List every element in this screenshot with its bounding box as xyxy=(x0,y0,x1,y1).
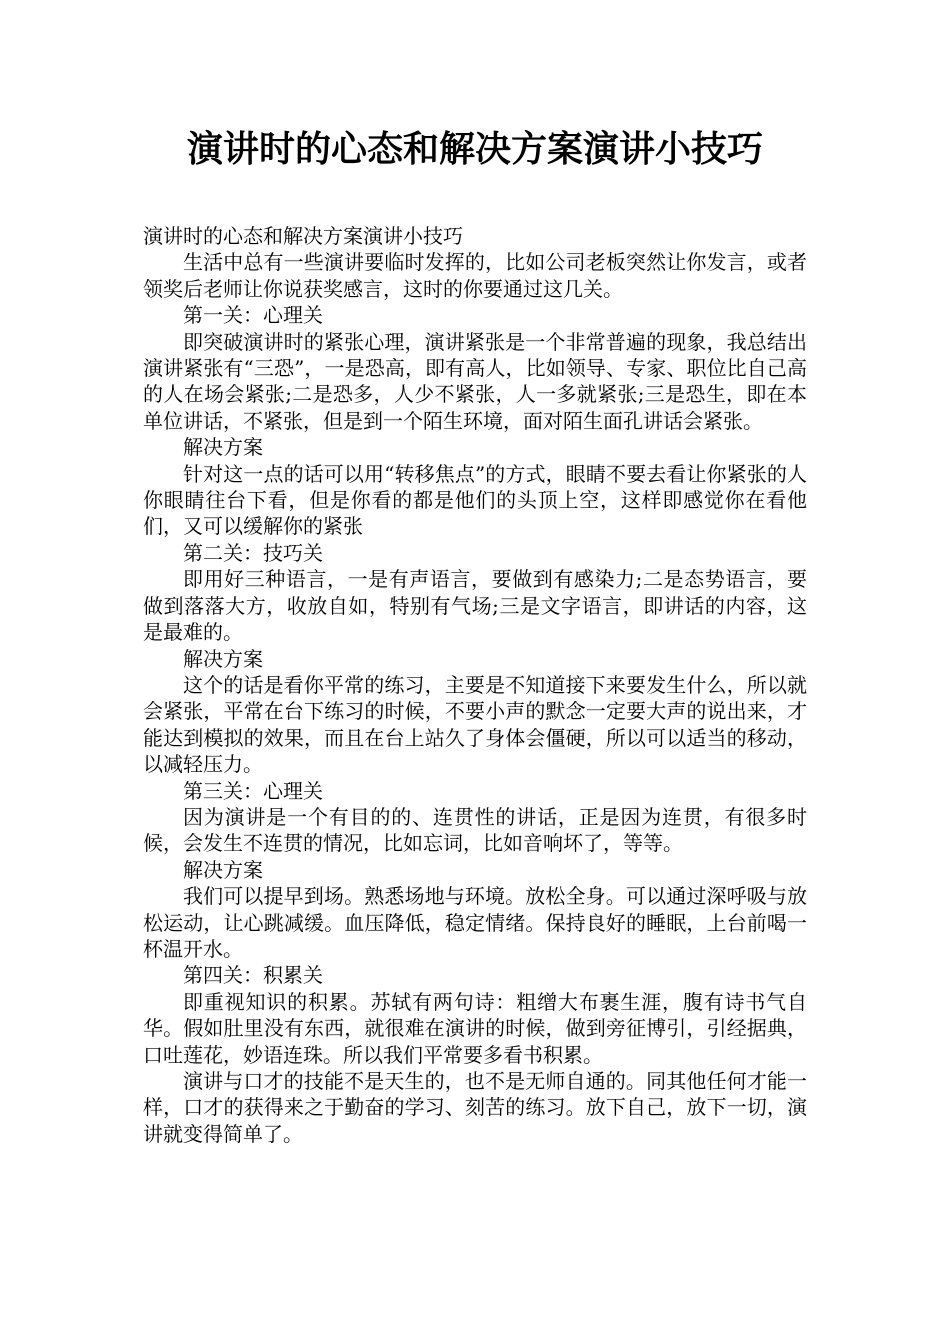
paragraph: 因为演讲是一个有目的的、连贯性的讲话，正是因为连贯，有很多时候，会发生不连贯的情况，比如忘词，比如音响坏了，等等。 xyxy=(143,804,807,856)
page-title: 演讲时的心态和解决方案演讲小技巧 xyxy=(186,129,763,170)
paragraph: 第一关：心理关 xyxy=(183,303,323,328)
paragraph: 解决方案 xyxy=(183,646,263,671)
paragraph: 解决方案 xyxy=(183,857,263,882)
paragraph: 第四关：积累关 xyxy=(183,963,323,988)
paragraph: 这个的话是看你平常的练习，主要是不知道接下来要发生什么，所以就会紧张，平常在台下练习的时候，不要小声的默念一定要大声的说出来，才能达到模拟的效果，而且在台上站久了身体会僵硬，所以可以适当的移动，以减轻压力。 xyxy=(143,672,807,777)
paragraph: 针对这一点的话可以用“转移焦点”的方式，眼睛不要去看让你紧张的人你眼睛往台下看，但是你看的都是他们的头顶上空，这样即感觉你在看他们，又可以缓解你的紧张 xyxy=(143,461,807,539)
paragraph: 演讲与口才的技能不是天生的，也不是无师自通的。同其他任何才能一样，口才的获得来之于勤奋的学习、刻苦的练习。放下自己，放下一切，演讲就变得简单了。 xyxy=(143,1069,807,1146)
paragraph: 即用好三种语言，一是有声语言，要做到有感染力;二是态势语言，要做到落落大方，收放自如，特别有气场;三是文字语言，即讲话的内容，这是最难的。 xyxy=(143,567,807,645)
paragraph: 演讲时的心态和解决方案演讲小技巧 xyxy=(143,224,463,248)
paragraph: 生活中总有一些演讲要临时发挥的，比如公司老板突然让你发言，或者领奖后老师让你说获奖感言，这时的你要通过这几关。 xyxy=(143,250,807,301)
paragraph: 即重视知识的积累。苏轼有两句诗：粗缯大布裹生涯，腹有诗书气自华。假如肚里没有东西，就很难在演讲的时候，做到旁征博引，引经据典，口吐莲花，妙语连珠。所以我们平常要多看书积累。 xyxy=(143,989,807,1067)
paragraph: 第二关：技巧关 xyxy=(183,540,323,565)
document-body xyxy=(143,223,807,1147)
paragraph: 即突破演讲时的紧张心理，演讲紧张是一个非常普遍的现象，我总结出演讲紧张有“三恐”，一是恐高，即有高人，比如领导、专家、职位比自己高的人在场会紧张;二是恐多，人少不紧张，人一多就紧张;三是恐生，即在本单位讲话，不紧张，但是到一个陌生环境，面对陌生面孔讲话会紧张。 xyxy=(143,329,807,433)
paragraph: 我们可以提早到场。熟悉场地与环境。放松全身。可以通过深呼吸与放松运动，让心跳减缓。血压降低，稳定情绪。保持良好的睡眠，上台前喝一杯温开水。 xyxy=(143,884,807,961)
paragraph: 解决方案 xyxy=(183,435,263,460)
paragraph: 第三关：心理关 xyxy=(183,778,323,803)
